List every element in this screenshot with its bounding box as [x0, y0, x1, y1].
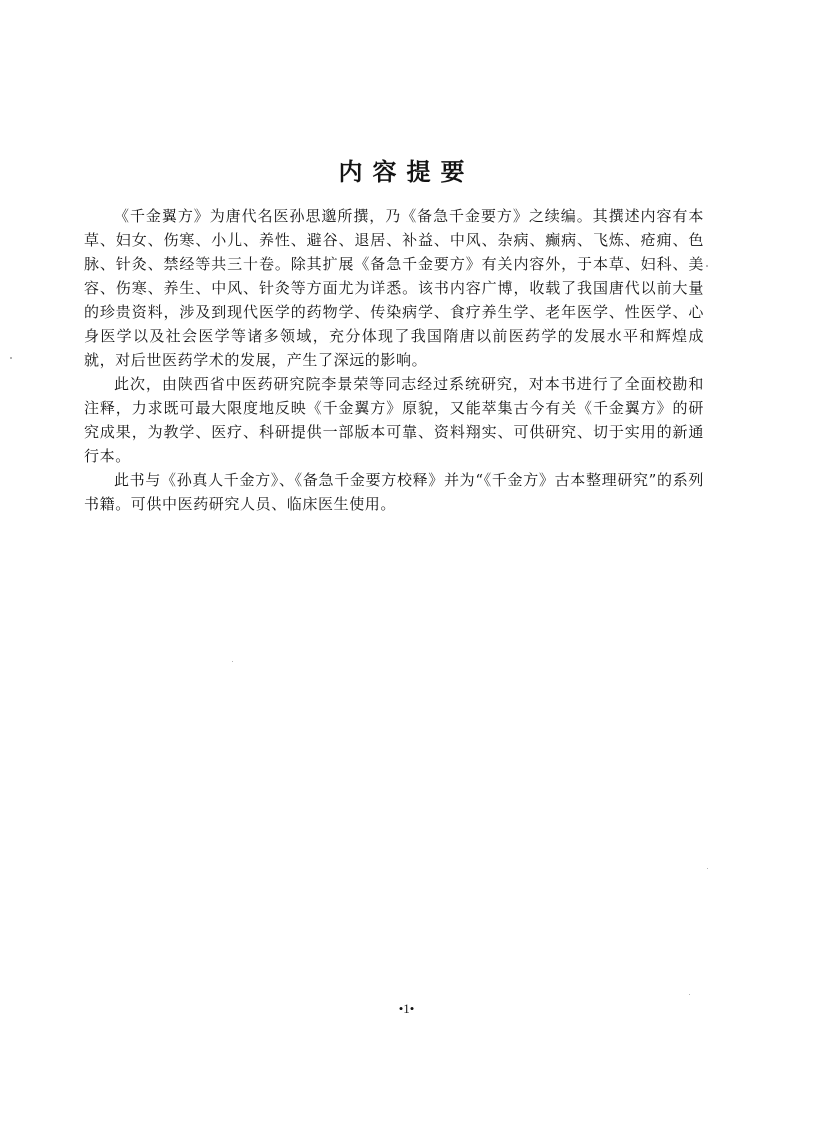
paragraph-research: 此次，由陕西省中医药研究院李景荣等同志经过系统研究，对本书进行了全面校勘和注释，力求既可最大限度地反映《千金翼方》原貌，又能萃集古今有关《千金翼方》的研究成果，为教学、医疗、科研提供一部版本可靠、资料翔实、可供研究、切于实用的新通行本。 — [84, 375, 704, 465]
scan-speck — [706, 265, 708, 267]
paragraph-intro: 《千金翼方》为唐代名医孙思邈所撰，乃《备急千金要方》之续编。其撰述内容有本草、妇女、伤寒、小儿、养性、避谷、退居、补益、中风、杂病、癫病、飞炼、疮痈、色脉、针灸、禁经等共三十卷。除其扩展《备急千金要方》有关内容外，于本草、妇科、美容、伤寒、养生、中风、针灸等方面尤为详悉。该书内容广博，收载了我国唐代以前大量的珍贵资料，涉及到现代医学的药物学、传染病学、食疗养生学、老年医学、性医学、心身医学以及社会医学等诸多领域，充分体现了我国隋唐以前医药学的发展水平和辉煌成就，对后世医药学术的发展，产生了深远的影响。 — [84, 207, 704, 369]
page-title: 内容提要 — [338, 158, 475, 186]
scan-speck — [707, 868, 708, 869]
scan-speck — [232, 661, 233, 662]
scan-speck — [10, 357, 12, 359]
paragraph-series: 此书与《孙真人千金方》、《备急千金要方校释》并为“《千金方》古本整理研究”的系列书籍。可供中医药研究人员、临床医生使用。 — [84, 471, 704, 513]
page-number: •1• — [398, 1001, 415, 1016]
scan-speck — [689, 994, 690, 995]
summary-body — [84, 204, 704, 516]
